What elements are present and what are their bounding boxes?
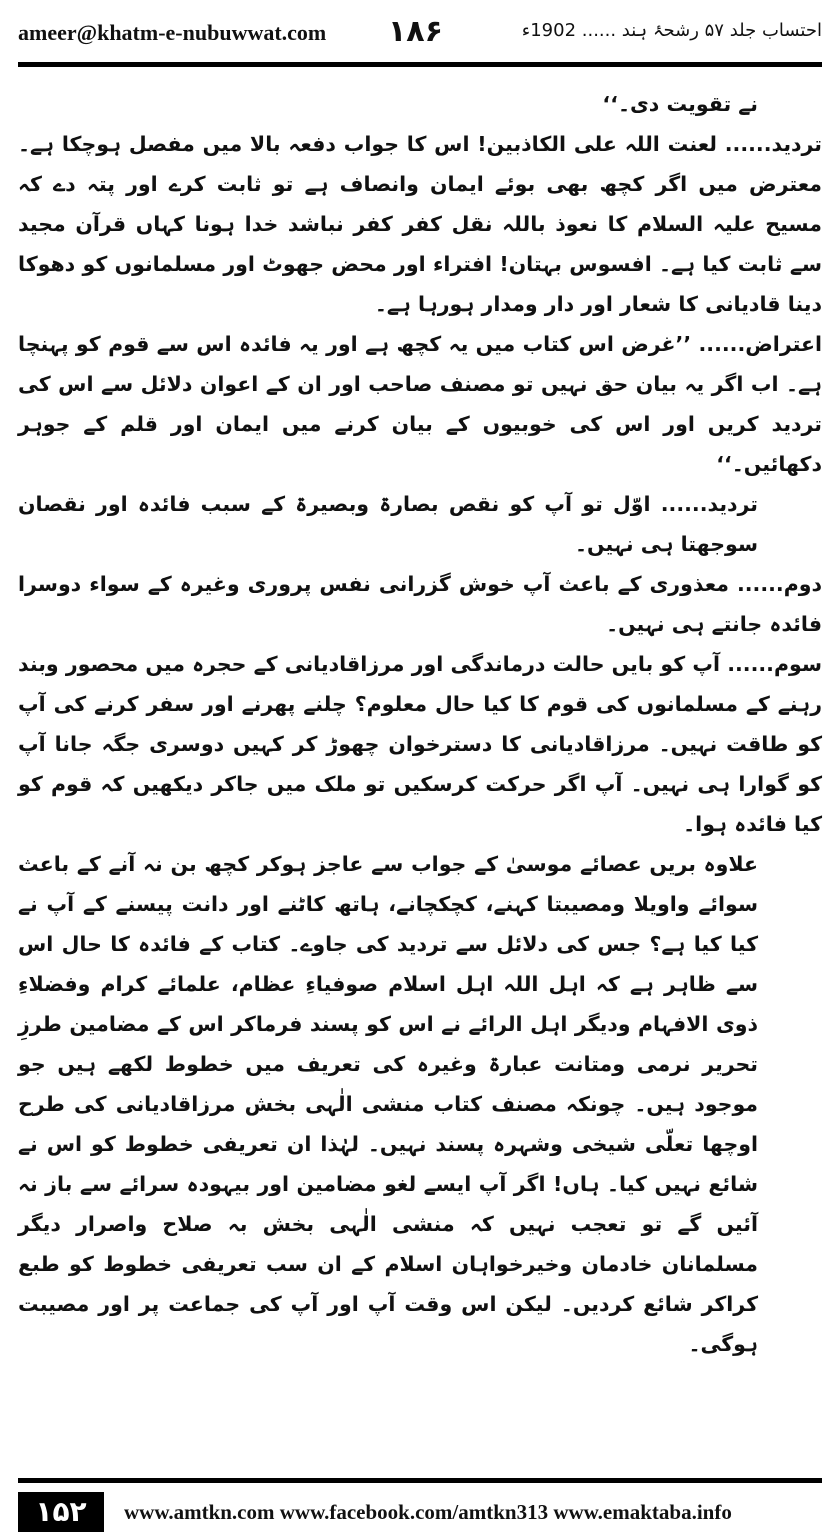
header-rule — [18, 62, 822, 67]
footer-page-number: ۱۵۲ — [18, 1492, 104, 1532]
paragraph: سوم...... آپ کو بایں حالت درماندگی اور مرزاقادیانی کے حجرہ میں محصور وبند رہنے کے مسلمانوں کی قوم کا کیا حال معلوم؟ چلنے پھرنے اور سفر کرنے کی آپ کو طاقت نہیں۔ مرزاقادیانی کا دسترخوان چھوڑ کر کہیں دوسری جگہ جانا آپ کو گوارا ہی نہیں۔ آپ اگر حرکت کرسکیں تو ملک میں جاکر دیکھیں کہ قوم کو کیا فائدہ ہوا۔ — [18, 652, 822, 836]
paragraph: نے تقویت دی۔‘‘ — [602, 92, 758, 116]
paragraph: تردید...... اوّل تو آپ کو نقص بصارۃ وبصیرۃ کے سبب فائدہ اور نقصان سوجھتا ہی نہیں۔ — [18, 492, 758, 556]
footer-rule — [18, 1478, 822, 1483]
paragraph: علاوہ بریں عصائے موسیٰ کے جواب سے عاجز ہوکر کچھ بن نہ آنے کے باعث سوائے واویلا ومصیبتا کہنے، کچکچانے، ہاتھ کاٹنے اور دانت پیسنے کے آپ نے کیا کیا ہے؟ جس کی دلائل سے تردید کی جاوے۔ کتاب کے فائدہ کا حال اس سے ظاہر ہے کہ اہل اللہ اہل اسلام صوفیاءِ عظام، علمائے کرام وفضلاءِ ذوی الافہام ودیگر اہل الرائے نے اس کو پسند فرماکر اس کے مضامین طرزِ تحریر نرمی ومتانت عبارۃ وغیرہ کی تعریف میں خطوط لکھے ہیں جو موجود ہیں۔ چونکہ مصنف کتاب منشی الٰہی بخش مرزاقادیانی کی طرح اوچھا تعلّی شیخی وشہرہ پسند نہیں۔ لہٰذا ان تعریفی خطوط کو اس نے شائع نہیں کیا۔ ہاں! اگر آپ ایسے لغو مضامین اور بیہودہ سرائے سے باز نہ آئیں گے تو تعجب نہیں کہ منشی الٰہی بخش بہ صلاح واصرار دیگر مسلمانان خادمان وخیرخواہان اسلام کے ان سب تعریفی خطوط کو طبع کراکر شائع کردیں۔ لیکن اس وقت آپ اور آپ کی جماعت پر اور مصیبت ہوگی۔ — [18, 852, 758, 1356]
header-page-number: ۱۸۶ — [388, 14, 443, 49]
paragraph: دوم...... معذوری کے باعث آپ خوش گزرانی نفس پروری وغیرہ کے سواء دوسرا فائدہ جانتے ہی نہیں۔ — [18, 572, 822, 636]
page-header — [18, 14, 822, 54]
header-title: احتساب جلد ۵۷ رشحۂ ہند ...... 1902ء — [521, 20, 822, 41]
header-email: ameer@khatm-e-nubuwwat.com — [18, 20, 327, 45]
paragraph: اعتراض...... ’’غرض اس کتاب میں یہ کچھ ہے اور یہ فائدہ اس سے قوم کو پہنچا ہے۔ اب اگر یہ بیان حق نہیں تو مصنف صاحب اور ان کے اعوان دلائل سے اس کی تردید کریں اور اس کی خوبیوں کے بیان کرنے میں ایمان اور قلم کے جوہر دکھائیں۔‘‘ — [18, 332, 822, 476]
paragraph: تردید...... لعنت اللہ علی الکاذبین! اس کا جواب دفعہ بالا میں مفصل ہوچکا ہے۔ معترض میں اگر کچھ بھی بوئے ایمان وانصاف ہے تو ثابت کرے اور پتہ دے کہ مسیح علیہ السلام کا نعوذ باللہ نقل کفر کفر نباشد خدا ہونا کہاں قرآن مجید سے ثابت کیا ہے۔ افسوس بہتان! افتراء اور محض جھوٹ اور مسلمانوں کو دھوکا دینا قادیانی کا شعار اور دار ومدار ہورہا ہے۔ — [18, 132, 822, 316]
footer-links: www.amtkn.com www.facebook.com/amtkn313 www.emaktaba.info — [124, 1500, 732, 1524]
page-body — [18, 84, 822, 1430]
